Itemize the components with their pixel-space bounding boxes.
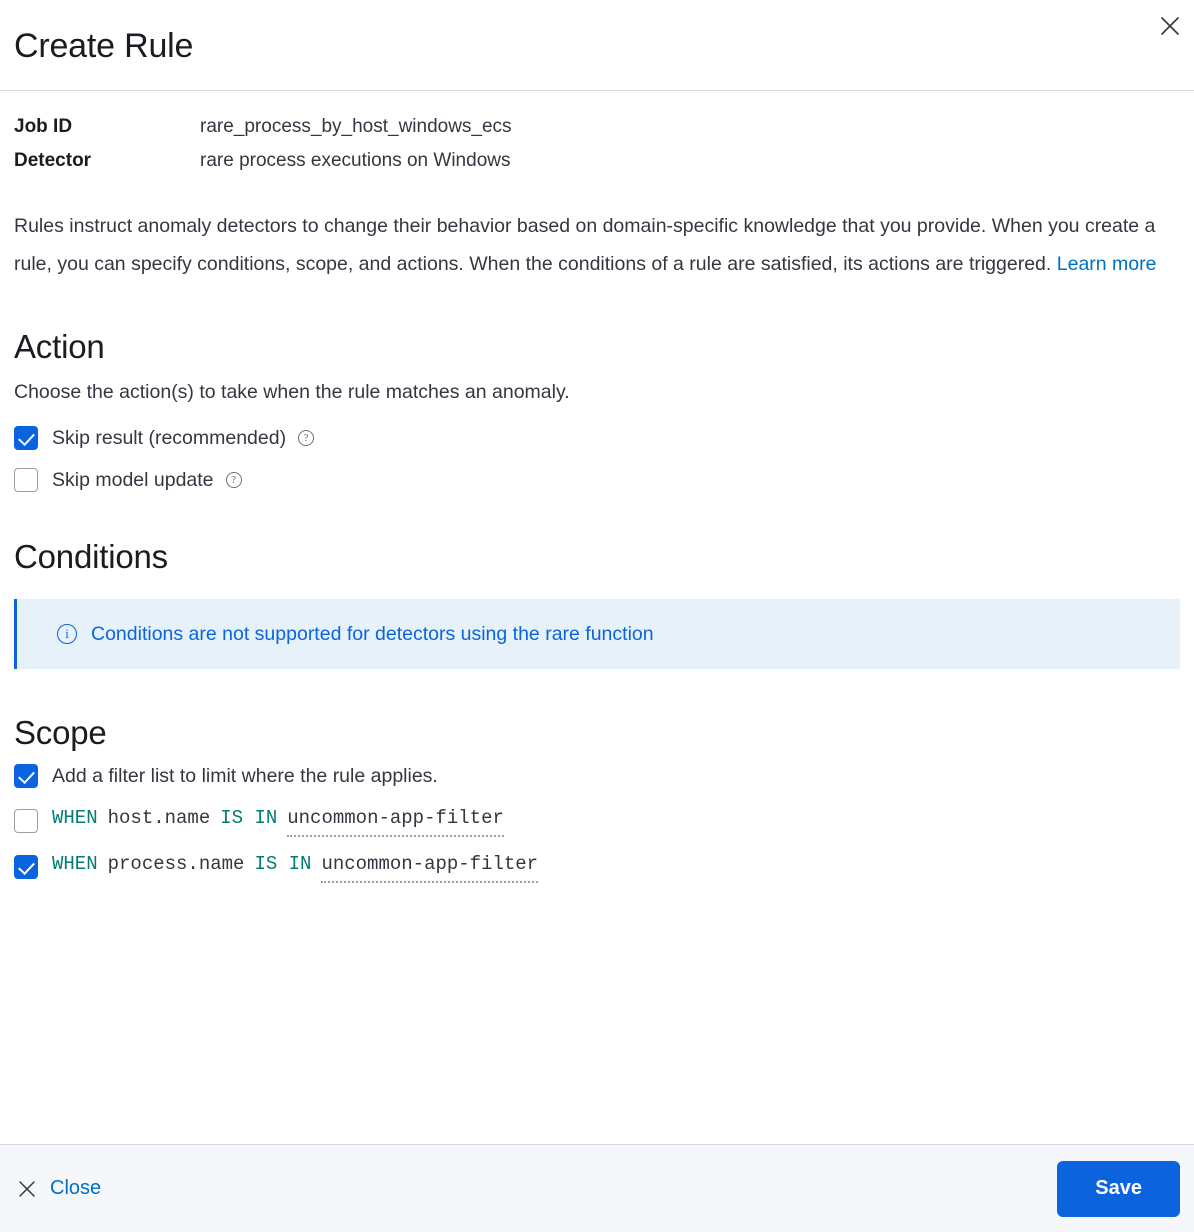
close-icon[interactable] xyxy=(1154,10,1186,42)
help-icon[interactable]: ? xyxy=(298,430,314,446)
rule-description xyxy=(14,207,1174,283)
job-meta-table xyxy=(14,113,512,181)
action-option-skip-result[interactable] xyxy=(14,425,1180,451)
action-option-skip-model-update[interactable] xyxy=(14,467,1180,493)
learn-more-link[interactable]: Learn more xyxy=(1056,253,1157,275)
filter-when-keyword: WHEN xyxy=(52,807,98,829)
filter-operator: IS IN xyxy=(220,807,278,829)
checkbox-filter-process-name[interactable] xyxy=(14,855,38,879)
table-row xyxy=(14,113,512,147)
checkbox-skip-model-update-label: Skip model update xyxy=(52,469,214,491)
filter-value[interactable]: uncommon-app-filter xyxy=(287,805,504,837)
filter-when-keyword: WHEN xyxy=(52,853,98,875)
checkbox-add-filter-list-label: Add a filter list to limit where the rule applies. xyxy=(52,765,438,787)
filter-expression xyxy=(52,805,504,837)
conditions-callout xyxy=(14,599,1180,669)
conditions-callout-text: Conditions are not supported for detectors using the rare function xyxy=(91,623,654,645)
scope-enable-row[interactable] xyxy=(14,763,1180,789)
flyout-header xyxy=(0,0,1194,91)
checkbox-skip-result-label: Skip result (recommended) xyxy=(52,427,287,449)
save-button[interactable]: Save xyxy=(1057,1161,1180,1217)
filter-value[interactable]: uncommon-app-filter xyxy=(321,851,538,883)
filter-operator: IS IN xyxy=(254,853,312,875)
meta-value-detector: rare process executions on Windows xyxy=(200,150,511,171)
filter-field: host.name xyxy=(107,807,211,829)
meta-key-job-id: Job ID xyxy=(14,116,73,137)
checkbox-filter-host-name[interactable] xyxy=(14,809,38,833)
meta-value-job-id: rare_process_by_host_windows_ecs xyxy=(200,116,512,137)
close-icon xyxy=(18,1180,36,1198)
rule-description-text: Rules instruct anomaly detectors to change their behavior based on domain-specific knowledge that you provide. When you create a rule, you can specify conditions, scope, and actions. When the conditions of a rule are satisfied, its actions are triggered. xyxy=(14,215,1156,275)
action-heading: Action xyxy=(14,328,105,365)
filter-expression xyxy=(52,851,538,883)
filter-field: process.name xyxy=(107,853,245,875)
close-button[interactable] xyxy=(14,1169,105,1208)
checkbox-add-filter-list[interactable] xyxy=(14,764,38,788)
conditions-heading: Conditions xyxy=(14,538,168,575)
scope-heading: Scope xyxy=(14,714,107,751)
close-button-label: Close xyxy=(50,1177,102,1199)
scope-filter-row-process-name[interactable] xyxy=(14,851,1180,883)
scope-filter-row-host-name[interactable] xyxy=(14,805,1180,837)
checkbox-skip-result[interactable] xyxy=(14,426,38,450)
info-icon: i xyxy=(57,624,77,644)
meta-key-detector: Detector xyxy=(14,150,92,171)
flyout-footer xyxy=(0,1144,1194,1232)
checkbox-skip-model-update[interactable] xyxy=(14,468,38,492)
help-icon[interactable]: ? xyxy=(226,472,242,488)
table-row xyxy=(14,147,512,181)
action-subtitle: Choose the action(s) to take when the rule matches an anomaly. xyxy=(14,381,570,403)
flyout-body xyxy=(0,91,1194,1144)
page-title: Create Rule xyxy=(14,27,194,65)
